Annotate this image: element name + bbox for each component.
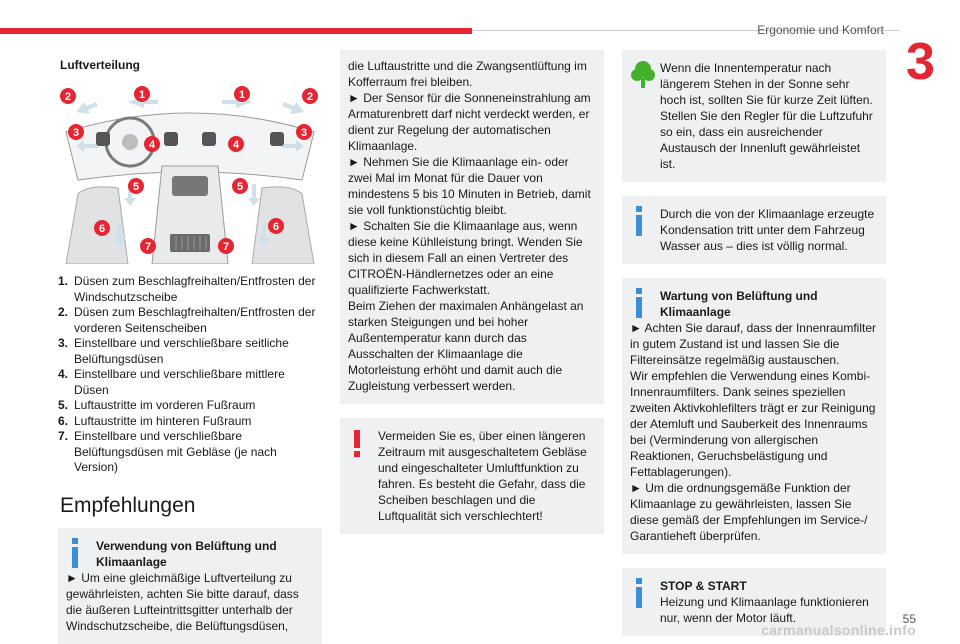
info-text: Durch die von der Klimaanlage erzeugte Kondensation tritt unter dem Fahrzeug Wasser aus – dies ist völlig normal. — [660, 207, 875, 253]
info-icon — [630, 578, 650, 612]
dashboard-illustration — [58, 84, 322, 264]
callout-4-right: 4 — [232, 139, 240, 151]
eco-box-interior-temp — [622, 50, 886, 182]
callout-5-left: 5 — [132, 181, 140, 193]
info-box-ventilation-use — [58, 528, 322, 644]
air-distribution-diagram — [58, 84, 322, 264]
warning-text: Vermeiden Sie es, über einen längeren Zeitraum mit ausgeschaltetem Gebläse und eingeschalteter Umluftfunktion zu fahren. Es besteht die Gefahr, dass die Scheiben beschlagen und die Luftqualität sich verschlechtert! — [378, 429, 587, 523]
info-box-heading: Wartung von Belüftung und Klimaanlage — [660, 289, 818, 319]
callout-7-right: 7 — [222, 241, 230, 253]
info-icon — [630, 288, 650, 322]
info-text: Heizung und Klimaanlage funktionieren nur, wenn der Motor läuft. — [660, 595, 869, 625]
column-1 — [58, 50, 322, 644]
paragraph: Beim Ziehen der maximalen Anhängelast an starken Steigungen und bei hoher Außentemperatur kann durch das Ausschalten der Klimaanlage die Motorleistung erhöht und damit auch die Zugleistung verbessert werden. — [348, 299, 584, 393]
legend-item: 1. Düsen zum Beschlagfreihalten/Entfrosten der Windschutzscheibe — [58, 274, 316, 304]
paragraph: ► Achten Sie darauf, dass der Innenraumfilter in gutem Zustand ist und lassen Sie die Filtereinsätze regelmäßig austauschen. — [630, 321, 877, 367]
callout-3-right: 3 — [300, 127, 308, 139]
info-icon — [630, 206, 650, 240]
legend-item: 5. Luftaustritte im vorderen Fußraum — [58, 398, 256, 412]
tree-icon — [630, 60, 656, 94]
page-number: 55 — [902, 612, 916, 626]
info-box-continued — [340, 50, 604, 404]
paragraph: ► Um die ordnungsgemäße Funktion der Klimaanlage zu gewährleisten, lassen Sie diese gemäß der Empfehlungen im Service-/ Garantieheft überprüfen. — [630, 481, 868, 543]
callout-1-right: 1 — [238, 89, 246, 101]
watermark: carmanualsonline.info — [761, 622, 916, 638]
header-accent-bar — [0, 28, 472, 34]
eco-text: Wenn die Innentemperatur nach längerem Stehen in der Sonne sehr hoch ist, sollten Sie für kurze Zeit lüften. Stellen Sie den Regler für die Luftzufuhr so ein, dass ein ausreichender Austausch der Innenluft gewährleistet ist. — [660, 61, 873, 171]
paragraph: ► Schalten Sie die Klimaanlage aus, wenn diese keine Kühlleistung bringt. Wenden Sie sich in diesem Fall an einen Vertreter des CITROËN-Händlernetzes oder an eine qualifizierte Fachwerkstatt. — [348, 219, 583, 297]
chapter-number: 3 — [906, 33, 935, 91]
callout-6-right: 6 — [272, 221, 280, 233]
header-title: Ergonomie und Komfort — [757, 23, 884, 37]
callout-5-right: 5 — [236, 181, 244, 193]
callout-2-left: 2 — [64, 91, 72, 103]
info-box-maintenance — [622, 278, 886, 554]
info-box-body: ► Um eine gleichmäßige Luftverteilung zu gewährleisten, achten Sie bitte darauf, dass die äußeren Lufteintrittsgitter unterhalb der Windschutzscheibe, die Belüftungsdüsen, — [66, 570, 299, 633]
callout-6-left: 6 — [98, 223, 106, 235]
callout-2-right: 2 — [306, 91, 314, 103]
callout-7-left: 7 — [144, 241, 152, 253]
paragraph: ► Nehmen Sie die Klimaanlage ein- oder zwei Mal im Monat für die Dauer von mindestens 5 bis 10 Minuten in Betrieb, damit sie voll funktionstüchtig bleibt. — [348, 155, 591, 217]
paragraph: Wir empfehlen die Verwendung eines Kombi-Innenraumfilters. Dank seines speziellen zweiten Aktivkohlefilters trägt er zur Reinigung der Atemluft und Sauberkeit des Innenraums bei (Verminderung von allergischen Reaktionen, Geruchsbelästigung und Fettablagerungen). — [630, 369, 876, 479]
column-3 — [622, 50, 886, 636]
callout-3-left: 3 — [72, 127, 80, 139]
legend-item: 6. Luftaustritte im hinteren Fußraum — [58, 413, 252, 428]
column-2 — [340, 50, 604, 534]
legend-item: 4. Einstellbare und verschließbare mittlere Düsen — [58, 367, 285, 397]
section-title-luftverteilung: Luftverteilung — [60, 58, 140, 72]
section-title-empfehlungen: Empfehlungen — [60, 493, 196, 517]
callout-4-left: 4 — [148, 139, 156, 151]
warning-icon — [348, 428, 368, 462]
diagram-legend — [58, 274, 322, 476]
legend-item: 7. Einstellbare und verschließbare Belüftungsdüsen mit Gebläse (je nach Version) — [58, 429, 277, 474]
paragraph: die Luftaustritte und die Zwangsentlüftung im Kofferraum frei bleiben. — [348, 59, 587, 89]
info-icon — [66, 538, 86, 572]
warning-box-recirculation — [340, 418, 604, 534]
info-box-condensation — [622, 196, 886, 264]
legend-item: 2. Düsen zum Beschlagfreihalten/Entfrosten der vorderen Seitenscheiben — [58, 305, 316, 335]
callout-1-left: 1 — [138, 89, 146, 101]
paragraph: ► Der Sensor für die Sonneneinstrahlung am Armaturenbrett darf nicht verdeckt werden, er dient zur Regelung der automatischen Klimaanlage. — [348, 91, 591, 153]
info-box-heading: Verwendung von Belüftung und Klimaanlage — [96, 538, 277, 569]
legend-item: 3. Einstellbare und verschließbare seitliche Belüftungsdüsen — [58, 336, 289, 366]
info-box-heading: STOP & START — [660, 579, 747, 593]
